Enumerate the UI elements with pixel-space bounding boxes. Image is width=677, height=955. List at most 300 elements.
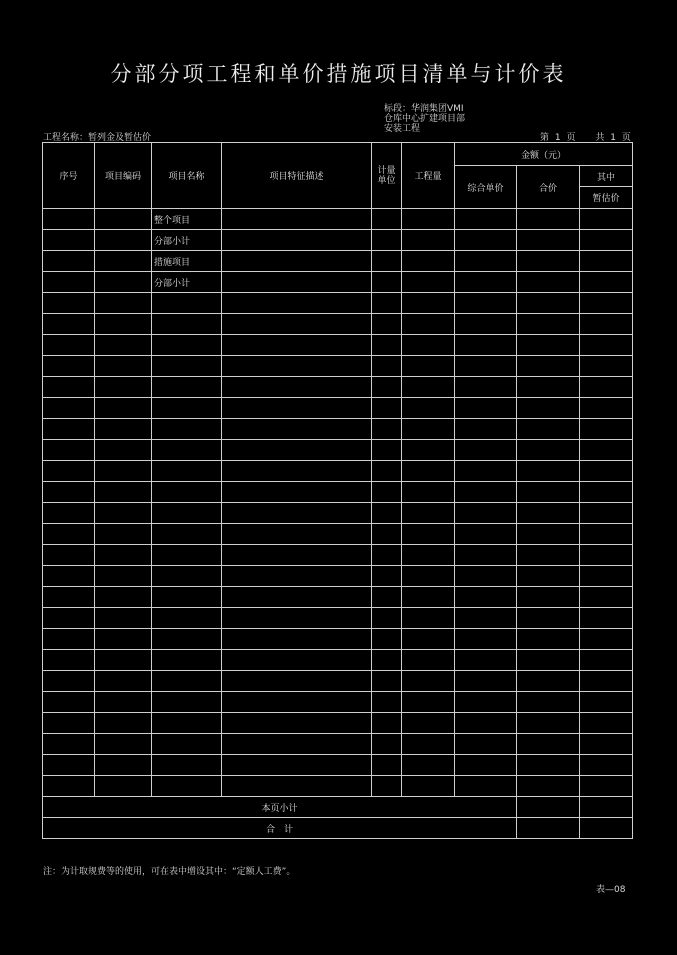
table-cell	[372, 314, 402, 335]
table-row	[43, 251, 633, 272]
table-row	[43, 503, 633, 524]
header-name: 项目名称	[152, 143, 222, 209]
table-cell	[43, 713, 95, 734]
table-cell	[222, 377, 372, 398]
table-cell	[517, 419, 580, 440]
table-cell	[455, 398, 517, 419]
table-cell	[402, 776, 455, 797]
table-cell	[222, 503, 372, 524]
table-cell	[517, 692, 580, 713]
table-cell	[455, 713, 517, 734]
page-label-2: 页	[566, 133, 576, 143]
section-line-3: 安装工程	[384, 124, 421, 134]
row-item-name: 整个项目	[152, 209, 222, 230]
row-item-name	[152, 356, 222, 377]
table-cell	[517, 335, 580, 356]
table-cell	[580, 293, 633, 314]
page-label-1: 第	[540, 133, 550, 143]
table-cell	[580, 503, 633, 524]
table-cell	[372, 566, 402, 587]
table-cell	[517, 398, 580, 419]
table-cell	[402, 671, 455, 692]
table-cell	[43, 503, 95, 524]
table-cell	[222, 650, 372, 671]
grand-total-label: 合 计	[43, 818, 517, 839]
table-cell	[517, 545, 580, 566]
row-item-name	[152, 503, 222, 524]
table-cell	[402, 503, 455, 524]
table-cell	[580, 440, 633, 461]
table-cell	[95, 545, 152, 566]
table-cell	[43, 566, 95, 587]
table-cell	[372, 503, 402, 524]
table-cell	[517, 650, 580, 671]
table-cell	[95, 251, 152, 272]
page-current: 1	[554, 133, 561, 143]
table-cell	[455, 209, 517, 230]
table-cell	[372, 377, 402, 398]
table-cell	[43, 671, 95, 692]
table-cell	[580, 566, 633, 587]
table-cell	[222, 230, 372, 251]
table-cell	[43, 293, 95, 314]
table-cell	[372, 272, 402, 293]
header-code: 项目编码	[95, 143, 152, 209]
table-cell	[222, 629, 372, 650]
header-seq: 序号	[43, 143, 95, 209]
table-cell	[95, 209, 152, 230]
table-cell	[402, 755, 455, 776]
table-cell	[402, 461, 455, 482]
table-cell	[455, 251, 517, 272]
table-cell	[455, 377, 517, 398]
row-item-name	[152, 440, 222, 461]
table-cell	[222, 272, 372, 293]
table-row	[43, 356, 633, 377]
table-cell	[580, 713, 633, 734]
table-cell	[517, 755, 580, 776]
row-item-name: 分部小计	[152, 230, 222, 251]
table-cell	[402, 734, 455, 755]
table-cell	[402, 608, 455, 629]
table-cell	[95, 335, 152, 356]
table-cell	[580, 692, 633, 713]
table-cell	[372, 419, 402, 440]
table-cell	[455, 734, 517, 755]
table-cell	[580, 356, 633, 377]
row-item-name	[152, 461, 222, 482]
project-name: 工程名称：暂列金及暂估价	[43, 133, 152, 143]
form-number: 表—08	[596, 885, 626, 895]
table-cell	[95, 461, 152, 482]
table-cell	[43, 650, 95, 671]
footnote: 注：为计取规费等的使用，可在表中增设其中：“定额人工费”。	[43, 867, 296, 877]
table-cell	[455, 335, 517, 356]
table-cell	[455, 692, 517, 713]
table-cell	[43, 209, 95, 230]
table-cell	[455, 482, 517, 503]
table-cell	[372, 629, 402, 650]
table-cell	[517, 776, 580, 797]
row-item-name	[152, 293, 222, 314]
table-cell	[95, 734, 152, 755]
row-item-name	[152, 713, 222, 734]
table-cell	[372, 251, 402, 272]
table-cell	[580, 209, 633, 230]
table-cell	[455, 293, 517, 314]
table-cell	[372, 461, 402, 482]
table-cell	[517, 272, 580, 293]
table-cell	[222, 608, 372, 629]
table-cell	[455, 671, 517, 692]
table-cell	[43, 251, 95, 272]
page-subtotal-row	[43, 797, 633, 818]
table-cell	[402, 314, 455, 335]
row-item-name	[152, 776, 222, 797]
table-cell	[402, 587, 455, 608]
table-cell	[372, 755, 402, 776]
table-row	[43, 608, 633, 629]
table-cell	[580, 272, 633, 293]
table-cell	[222, 398, 372, 419]
table-cell	[43, 482, 95, 503]
row-item-name: 分部小计	[152, 272, 222, 293]
table-row	[43, 629, 633, 650]
table-cell	[43, 272, 95, 293]
table-cell	[455, 650, 517, 671]
table-cell	[517, 587, 580, 608]
table-cell	[455, 461, 517, 482]
table-cell	[372, 440, 402, 461]
table-cell	[95, 293, 152, 314]
table-cell	[455, 524, 517, 545]
table-cell	[372, 398, 402, 419]
table-cell	[222, 335, 372, 356]
table-cell	[95, 713, 152, 734]
table-row	[43, 209, 633, 230]
table-cell	[517, 671, 580, 692]
header-qty: 工程量	[402, 143, 455, 209]
table-cell	[43, 692, 95, 713]
page-title: 分部分项工程和单价措施项目清单与计价表	[110, 62, 567, 86]
table-row	[43, 734, 633, 755]
row-item-name	[152, 314, 222, 335]
table-cell	[580, 314, 633, 335]
table-cell	[222, 671, 372, 692]
table-cell	[455, 440, 517, 461]
table-cell	[580, 398, 633, 419]
table-cell	[455, 587, 517, 608]
table-cell	[222, 566, 372, 587]
table-cell	[95, 272, 152, 293]
table-cell	[455, 230, 517, 251]
table-cell	[372, 776, 402, 797]
table-cell	[580, 335, 633, 356]
table-row	[43, 335, 633, 356]
table-cell	[372, 734, 402, 755]
table-row	[43, 314, 633, 335]
row-item-name	[152, 482, 222, 503]
table-cell	[43, 629, 95, 650]
table-cell	[402, 356, 455, 377]
table-cell	[222, 755, 372, 776]
table-cell	[455, 755, 517, 776]
table-cell	[222, 692, 372, 713]
table-cell	[402, 230, 455, 251]
table-row	[43, 587, 633, 608]
table-cell	[580, 629, 633, 650]
table-cell	[580, 545, 633, 566]
table-cell	[372, 524, 402, 545]
table-cell	[372, 335, 402, 356]
row-item-name: 措施项目	[152, 251, 222, 272]
table-cell	[517, 377, 580, 398]
table-cell	[580, 230, 633, 251]
table-cell	[95, 650, 152, 671]
table-row	[43, 440, 633, 461]
table-cell	[580, 377, 633, 398]
table-cell	[222, 440, 372, 461]
table-cell	[517, 209, 580, 230]
table-cell	[455, 629, 517, 650]
table-cell	[95, 482, 152, 503]
table-cell	[222, 251, 372, 272]
table-cell	[517, 482, 580, 503]
section-line-1: 标段：华润集团VMI	[384, 104, 464, 114]
table-cell	[517, 356, 580, 377]
table-cell	[222, 419, 372, 440]
table-cell	[402, 482, 455, 503]
table-cell	[222, 524, 372, 545]
row-item-name	[152, 587, 222, 608]
table-row	[43, 398, 633, 419]
table-cell	[580, 776, 633, 797]
table-cell	[402, 293, 455, 314]
table-cell	[222, 587, 372, 608]
table-row	[43, 293, 633, 314]
table-cell	[580, 524, 633, 545]
page-label-4: 页	[621, 133, 631, 143]
row-item-name	[152, 545, 222, 566]
table-cell	[455, 545, 517, 566]
table-cell	[222, 776, 372, 797]
row-item-name	[152, 692, 222, 713]
header-provisional: 暂估价	[580, 187, 633, 209]
table-cell	[95, 398, 152, 419]
row-item-name	[152, 419, 222, 440]
table-cell	[455, 776, 517, 797]
table-cell	[372, 293, 402, 314]
table-cell	[580, 482, 633, 503]
table-cell	[517, 713, 580, 734]
table-cell	[517, 608, 580, 629]
table-cell	[455, 314, 517, 335]
table-cell	[222, 713, 372, 734]
row-item-name	[152, 398, 222, 419]
table-cell	[372, 713, 402, 734]
row-item-name	[152, 650, 222, 671]
table-cell	[517, 566, 580, 587]
table-cell	[402, 524, 455, 545]
table-row	[43, 755, 633, 776]
row-item-name	[152, 566, 222, 587]
row-item-name	[152, 335, 222, 356]
row-item-name	[152, 755, 222, 776]
table-cell	[517, 524, 580, 545]
table-cell	[372, 587, 402, 608]
table-cell	[517, 314, 580, 335]
header-row-1	[43, 143, 633, 166]
table-cell	[222, 293, 372, 314]
table-cell	[95, 356, 152, 377]
header-of-which: 其中	[580, 166, 633, 187]
table-cell	[517, 230, 580, 251]
table-cell	[517, 503, 580, 524]
table-cell	[517, 734, 580, 755]
table-cell	[580, 461, 633, 482]
table-cell	[517, 440, 580, 461]
table-cell	[402, 545, 455, 566]
table-cell	[95, 692, 152, 713]
table-cell	[43, 524, 95, 545]
table-cell	[372, 482, 402, 503]
table-cell	[372, 650, 402, 671]
table-cell	[580, 587, 633, 608]
table-cell	[580, 797, 633, 818]
table-cell	[580, 755, 633, 776]
table-cell	[43, 419, 95, 440]
table-cell	[95, 419, 152, 440]
header-unit-price: 综合单价	[455, 166, 517, 209]
table-cell	[580, 671, 633, 692]
table-cell	[580, 734, 633, 755]
table-row	[43, 377, 633, 398]
table-row	[43, 545, 633, 566]
table-cell	[455, 608, 517, 629]
table-cell	[455, 272, 517, 293]
table-cell	[43, 335, 95, 356]
table-cell	[372, 230, 402, 251]
table-cell	[517, 461, 580, 482]
table-cell	[372, 671, 402, 692]
table-cell	[372, 545, 402, 566]
table-cell	[43, 755, 95, 776]
table-cell	[372, 692, 402, 713]
row-item-name	[152, 629, 222, 650]
table-row	[43, 566, 633, 587]
grand-total-row	[43, 818, 633, 839]
table-cell	[222, 461, 372, 482]
header-amount: 金额（元）	[455, 143, 633, 166]
table-cell	[402, 419, 455, 440]
row-item-name	[152, 377, 222, 398]
table-cell	[402, 398, 455, 419]
table-cell	[95, 608, 152, 629]
table-cell	[95, 440, 152, 461]
table-cell	[95, 314, 152, 335]
table-cell	[95, 671, 152, 692]
table-cell	[402, 713, 455, 734]
table-cell	[580, 650, 633, 671]
table-cell	[95, 524, 152, 545]
table-row	[43, 482, 633, 503]
table-row	[43, 461, 633, 482]
table-cell	[580, 251, 633, 272]
table-cell	[372, 356, 402, 377]
table-cell	[402, 566, 455, 587]
table-cell	[402, 692, 455, 713]
page-total: 1	[610, 133, 617, 143]
table-cell	[402, 209, 455, 230]
table-cell	[95, 629, 152, 650]
table-cell	[43, 545, 95, 566]
table-row	[43, 524, 633, 545]
table-row	[43, 419, 633, 440]
header-total: 合价	[517, 166, 580, 209]
table-cell	[222, 356, 372, 377]
section-info	[384, 104, 465, 134]
row-item-name	[152, 671, 222, 692]
table-cell	[402, 335, 455, 356]
page-label-3: 共	[595, 133, 605, 143]
table-cell	[95, 377, 152, 398]
table-cell	[402, 251, 455, 272]
table-cell	[222, 734, 372, 755]
table-cell	[372, 209, 402, 230]
page-subtotal-label: 本页小计	[43, 797, 517, 818]
table-cell	[580, 608, 633, 629]
table-cell	[43, 356, 95, 377]
table-cell	[372, 608, 402, 629]
table-cell	[222, 545, 372, 566]
table-cell	[43, 776, 95, 797]
bill-table	[42, 142, 633, 839]
table-cell	[222, 314, 372, 335]
table-cell	[455, 566, 517, 587]
table-cell	[43, 230, 95, 251]
table-cell	[43, 608, 95, 629]
table-cell	[455, 503, 517, 524]
table-cell	[402, 440, 455, 461]
row-item-name	[152, 524, 222, 545]
table-cell	[43, 314, 95, 335]
table-row	[43, 692, 633, 713]
table-cell	[580, 419, 633, 440]
table-row	[43, 713, 633, 734]
table-cell	[43, 461, 95, 482]
table-cell	[455, 419, 517, 440]
table-cell	[517, 251, 580, 272]
table-cell	[95, 755, 152, 776]
table-cell	[402, 272, 455, 293]
table-cell	[517, 293, 580, 314]
table-row	[43, 671, 633, 692]
table-cell	[43, 734, 95, 755]
row-item-name	[152, 734, 222, 755]
table-cell	[43, 377, 95, 398]
table-cell	[95, 587, 152, 608]
table-row	[43, 272, 633, 293]
table-cell	[402, 629, 455, 650]
table-cell	[402, 650, 455, 671]
table-row	[43, 230, 633, 251]
table-cell	[95, 776, 152, 797]
header-unit: 计量单位	[372, 143, 402, 209]
table-cell	[402, 377, 455, 398]
table-cell	[95, 230, 152, 251]
header-desc: 项目特征描述	[222, 143, 372, 209]
row-item-name	[152, 608, 222, 629]
